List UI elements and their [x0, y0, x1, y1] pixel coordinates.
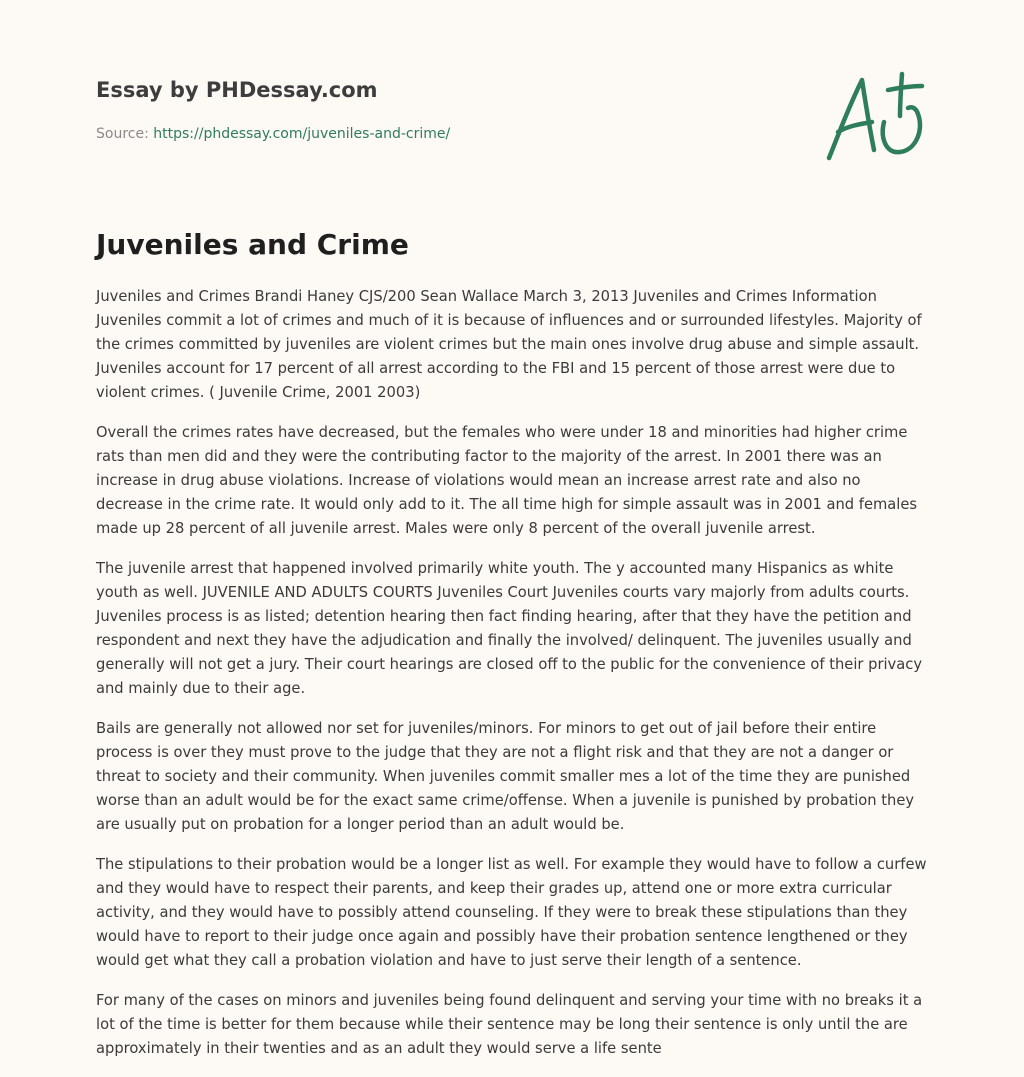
essay-paragraph: The stipulations to their probation would be a longer list as well. For example they would have to follow a curfew and they would have to respect their parents, and keep their grades up, attend one or more extra curricular activity, and they would have to possibly attend counseling. If they were to break these stipulations than they would have to report to their judge once again and possibly have their probation sentence lengthened or they would get what they call a probation violation and have to just serve their length of a sentence. — [96, 856, 927, 969]
essay-paragraph: Overall the crimes rates have decreased, but the females who were under 18 and minorities had higher crime rats than men did and they were the contributing factor to the majority of the arrest. In 2001 there was an increase in drug abuse violations. Increase of violations would mean an increase arrest rate and also no decrease in the crime rate. It would only add to it. The all time high for simple assault was in 2001 and females made up 28 percent of all juvenile arrest. Males were only 8 percent of the overall juvenile arrest. — [96, 424, 918, 537]
essay-title: Juveniles and Crime — [96, 228, 409, 261]
brand-title: Essay by PHDessay.com — [96, 78, 378, 102]
source-label: Source: — [96, 126, 154, 142]
essay-header — [96, 76, 796, 143]
a-plus-logo — [822, 66, 930, 166]
source-link[interactable]: https://phdessay.com/juveniles-and-crime/ — [153, 126, 451, 142]
essay-paragraph: Bails are generally not allowed nor set for juveniles/minors. For minors to get out of jail before their entire process is over they must prove to the judge that they are not a flight risk and that they are not a danger or threat to society and their community. When juveniles commit smaller mes a lot of the time they are punished worse than an adult would be for the exact same crime/offense. When a juvenile is punished by probation they are usually put on probation for a longer period than an adult would be. — [96, 720, 915, 833]
essay-paragraph: The juvenile arrest that happened involved primarily white youth. The y accounted many Hispanics as white youth as well. JUVENILE AND ADULTS COURTS Juveniles Court Juveniles courts vary majorly from adults courts. Juveniles process is as listed; detention hearing then fact finding hearing, after that they have the petition and respondent and next they have the adjudication and finally the involved/ delinquent. The juveniles usually and generally will not get a jury. Their court hearings are closed off to the public for the convenience of their privacy and mainly due to their age. — [96, 560, 923, 697]
source-line — [96, 125, 796, 143]
essay-paragraph: Juveniles and Crimes Brandi Haney CJS/200 Sean Wallace March 3, 2013 Juveniles and Crimes Information Juveniles commit a lot of crimes and much of it is because of influences and or surrounded lifestyles. Majority of the crimes committed by juveniles are violent crimes but the main ones involve drug abuse and simple assault. Juveniles account for 17 percent of all arrest according to the FBI and 15 percent of those arrest were due to violent crimes. ( Juvenile Crime, 2001 2003) — [96, 288, 922, 401]
essay-body — [96, 285, 930, 1077]
essay-paragraph: For many of the cases on minors and juveniles being found delinquent and serving your time with no breaks it a lot of the time is better for them because while their sentence may be long their sentence is only until the are approximately in their twenties and as an adult they would serve a life sente — [96, 992, 923, 1057]
